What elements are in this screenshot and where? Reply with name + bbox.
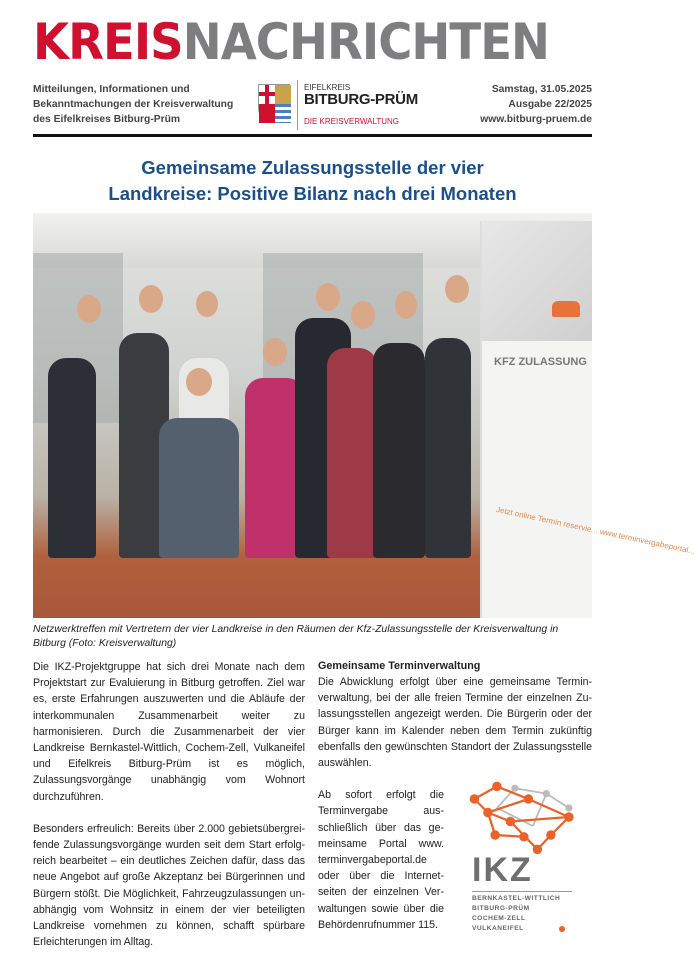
article-headline [33, 155, 592, 207]
photo-caption: Netzwerktreffen mit Vertretern der vier Landkreise in den Räumen der Kfz-Zulassungsstelle der Kreisverwaltung in Bitburg (Foto: Kreisverwaltung) [33, 624, 559, 649]
article-column-left [33, 659, 305, 966]
kfz-banner [480, 221, 696, 618]
ikz-logo [454, 781, 592, 933]
paragraph: Ab sofort erfolgt die Terminvergabe ausschließlich über das gemeinsame Portal www. terminvergabeportal.de oder über die Internetseiten der einzelnen Verwaltungen sowie über die Behördenrufnummer 115. [318, 789, 444, 931]
district-name: BERNKASTEL-WITTLICH [472, 895, 561, 903]
issue-date: Samstag, 31.05.2025 [491, 84, 592, 95]
article-column-right [318, 659, 592, 949]
divider [297, 80, 298, 130]
issue-info [480, 82, 592, 127]
headline-line: Landkreise: Positive Bilanz nach drei Monaten [108, 183, 517, 204]
ikz-districts [472, 894, 560, 934]
district-name: BITBURG-PRÜM [472, 905, 530, 913]
issue-number: Ausgabe 22/2025 [508, 99, 592, 110]
headline-line: Gemeinsame Zulassungsstelle der vier [141, 157, 484, 178]
article-photo [33, 213, 696, 618]
description-line: Mitteilungen, Informationen und [33, 84, 190, 95]
logo-text: EIFELKREIS [304, 83, 351, 92]
district-name: VULKANEIFEL [472, 925, 524, 933]
masthead-title [33, 12, 549, 72]
network-icon [454, 781, 592, 853]
description-line: Bekanntmachungen der Kreisverwaltung [33, 99, 234, 110]
paragraph: Besonders erfreulich: Bereits über 2.000 gebietsübergreifende Zulassungsvorgänge wurden seit dem Start erfolgreich bearbeitet – ein deutliches Zeichen dafür, dass das neue Angebot auf große Akzeptanz bei Bürgerinnen und Bürgern stößt. Die Möglichkeit, Fahrzeugzulassungen unabhängig vom Wohnsitz in einem der vier beteiligten Landkreise vornehmen zu können, schafft spürbare Erleichterungen im Alltag. [33, 822, 305, 949]
logo-text: BITBURG-PRÜM [304, 91, 418, 108]
masthead-red: KREIS [33, 13, 183, 71]
banner-title: KFZ ZULASSUNG [494, 356, 587, 368]
car-icon [552, 301, 580, 317]
coat-of-arms-icon [258, 84, 290, 122]
paragraph: Die Abwicklung erfolgt über eine gemeinsame Terminverwaltung, bei der alle freien Termine der einzelnen Zulassungsstellen angezeigt werden. Die Bürgerin oder der Bürger kann im Kalender neben dem Termin zukünftig ebenfalls den gewünschten Standort der Zulassungsstelle auswählen. [318, 676, 592, 770]
district-name: COCHEM-ZELL [472, 915, 526, 923]
description-line: des Eifelkreises Bitburg-Prüm [33, 114, 181, 125]
paragraph: Die IKZ-Projektgruppe hat sich drei Monate nach dem Projektstart zur Evaluierung in Bitburg getroffen. Ziel war es, erste Erfahrungen auszuwerten und die Abläufe der interkommunalen Zusammenarbeit weiter zu harmonisieren. Durch die Zusammenarbeit der vier Landkreise Bernkastel-Wittlich, Cochem-Zell, Vulkaneifel und Eifelkreis Bitburg-Prüm ist es möglich, Zulassungsvorgänge unabhängig vom Wohnort durchzuführen. [33, 661, 305, 803]
section-heading: Gemeinsame Terminverwaltung [318, 660, 481, 672]
header-rule [33, 134, 592, 137]
ikz-title: IKZ [472, 851, 533, 890]
banner-url: Jetzt online Termin reservie... www.terminvergabeportal... [495, 504, 696, 557]
publication-description [33, 82, 248, 127]
dot-icon [559, 926, 565, 932]
logo-text: DIE KREISVERWALTUNG [304, 117, 399, 126]
website-link[interactable]: www.bitburg-pruem.de [480, 114, 592, 125]
masthead-grey: NACHRICHTEN [182, 13, 550, 71]
